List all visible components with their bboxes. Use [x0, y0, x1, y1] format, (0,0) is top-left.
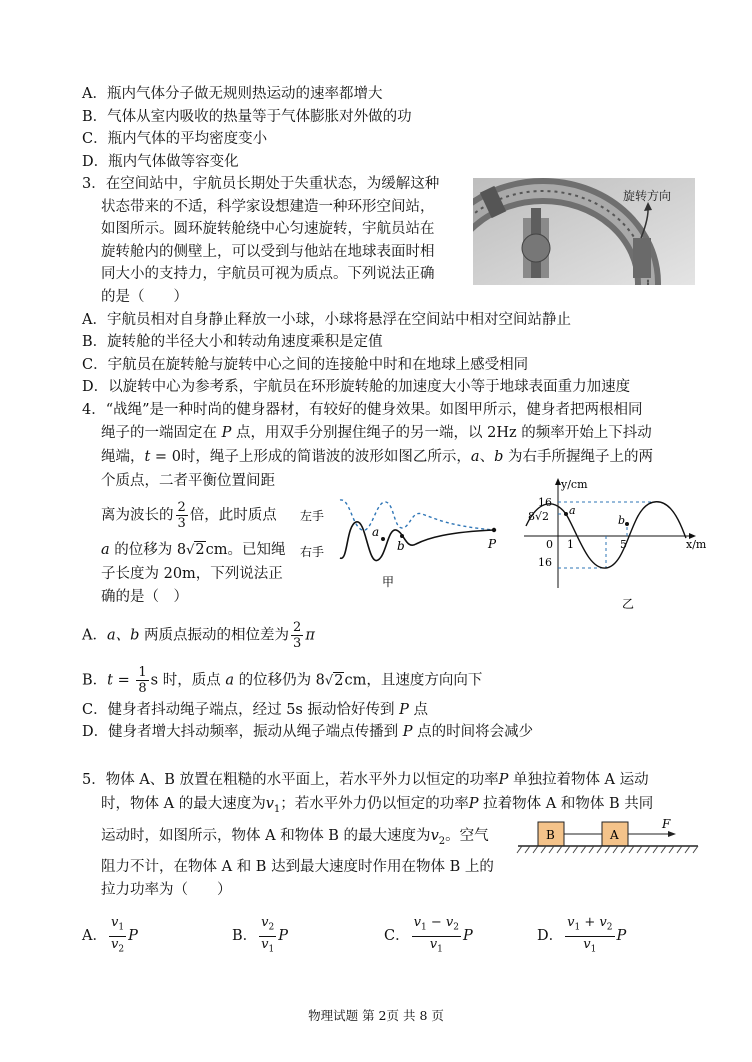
q5-stem-line-2: 时，物体 A 的最大速度为$v_1$；若水平外力仍以恒定的功率P 拉着物体 A 和物体 B 共同: [101, 796, 654, 815]
tick-5: 5: [620, 538, 627, 551]
left-hand-label: 左手: [300, 509, 325, 523]
q5-stem-line-3: 运动时，如图所示，物体 A 和物体 B 的最大速度为$v_2$。空气: [101, 828, 489, 847]
q4-option-d: D．健身者增大抖动频率，振动从绳子端点传播到 P 点的时间将会减少: [82, 724, 534, 740]
block-b-label: B: [546, 828, 555, 842]
q5-stem-line-5: 拉力功率为（ ）: [101, 882, 232, 898]
wave-graph-figure: [514, 476, 712, 612]
fig-yi-caption: 乙: [622, 597, 635, 611]
q3-stem-line-3: 如图所示。圆环旋转舱绕中心匀速旋转，宇航员站在: [101, 221, 435, 237]
q4-stem-line-2: 绳子的一端固定在 P 点，用双手分别握住绳子的另一端，以 2Hz 的频率开始上下抖动: [101, 425, 652, 441]
q4-stem-line-6: a 的位移为 8√2cm。已知绳: [101, 542, 286, 558]
tick-1: 1: [567, 538, 574, 551]
q3-stem-line-6: 的是（ ）: [101, 289, 188, 305]
q4-stem-line-3: 绳端，t = 0时，绳子上形成的简谐波的波形如图乙所示，a、b 为右手所握绳子上的两: [101, 449, 653, 465]
fig-jia-point-a: a: [372, 525, 380, 539]
q3-stem-line-2: 状态带来的不适，科学家设想建造一种环形空间站，: [101, 199, 435, 215]
fig-yi-point-a: a: [569, 504, 576, 517]
q4-stem-line-7: 子长度为 20m，下列说法正: [101, 566, 283, 582]
q4-option-a: A．a、b 两质点振动的相位差为 $\frac{2}{3}$ π: [82, 620, 315, 651]
space-station-photo: [473, 178, 695, 285]
q2-option-c: C．瓶内气体的平均密度变小: [82, 131, 268, 147]
q2-option-d: D．瓶内气体做等容变化: [82, 154, 239, 170]
q3-option-a: A．宇航员相对自身静止释放一小球，小球将悬浮在空间站中相对空间站静止: [82, 312, 571, 328]
tick-16-bottom: 16: [538, 556, 552, 569]
q5-stem-line-4: 阻力不计，在物体 A 和 B 达到最大速度时作用在物体 B 上的: [101, 859, 494, 875]
q4-option-c: C．健身者抖动绳子端点，经过 5s 振动恰好传到 P 点: [82, 702, 428, 718]
fig-jia-point-b: b: [397, 539, 405, 553]
q2-option-a: A．瓶内气体分子做无规则热运动的速率都增大: [82, 86, 383, 102]
rotation-direction-label: 旋转方向: [623, 189, 672, 203]
q4-stem-line-1: 4．“战绳”是一种时尚的健身器材，有较好的健身效果。如图甲所示，健身者把两根相同: [82, 402, 643, 418]
q4-stem-line-5: 离为波长的 $\frac{2}{3}$ 倍，此时质点: [101, 500, 277, 531]
q3-option-d: D．以旋转中心为参考系，宇航员在环形旋转舱的加速度大小等于地球表面重力加速度: [82, 379, 631, 395]
q4-stem-line-4: 个质点，二者平衡位置间距: [101, 473, 275, 489]
page-footer: 物理试题 第 2页 共 8 页: [308, 1008, 444, 1023]
block-a-label: A: [610, 828, 619, 842]
q3-stem-line-5: 同大小的支持力，宇航员可视为质点。下列说法正确: [101, 266, 435, 282]
q5-option-c: C． $\frac{v_1 - v_2}{v_1}$ P: [384, 915, 473, 955]
q5-option-a: A． $\frac{v_1}{v_2}$ P: [82, 915, 138, 955]
q3-stem-line-4: 旋转舱内的侧壁上，可以受到与他站在地球表面时相: [101, 244, 435, 260]
q3-option-c: C．宇航员在旋转舱与旋转中心之间的连接舱中时和在地球上感受相同: [82, 357, 529, 373]
tick-0: 0: [546, 538, 553, 551]
fig-jia-caption: 甲: [382, 575, 395, 588]
q2-option-b: B．气体从室内吸收的热量等于气体膨胀对外做的功: [82, 109, 412, 125]
tick-16-top: 16: [538, 496, 552, 509]
q5-option-d: D． $\frac{v_1 + v_2}{v_1}$ P: [537, 915, 627, 955]
q5-option-b: B． $\frac{v_2}{v_1}$ P: [232, 915, 289, 955]
y-axis-label: y/cm: [561, 478, 588, 491]
right-hand-label: 右手: [300, 545, 325, 559]
q3-option-b: B．旋转舱的半径大小和转动角速度乘积是定值: [82, 334, 383, 350]
q4-option-b: B．t = $\frac{1}{8}$ s 时，质点 a 的位移仍为 8√2cm，且速度方向向下: [82, 665, 483, 696]
tick-8-sqrt2: 8√2: [528, 510, 550, 523]
fig-jia-point-P: P: [488, 537, 497, 551]
x-axis-label: x/m: [686, 538, 707, 551]
q3-stem-line-1: 3．在空间站中，宇航员长期处于失重状态，为缓解这种: [82, 176, 440, 192]
force-label: F: [662, 817, 671, 831]
q5-stem-line-1: 5．物体 A、B 放置在粗糙的水平面上，若水平外力以恒定的功率P 单独拉着物体 A 运动: [82, 772, 649, 788]
fig-yi-point-b: b: [618, 514, 626, 527]
q4-stem-line-8: 确的是（ ）: [101, 589, 188, 605]
battle-rope-figure: [298, 488, 510, 588]
blocks-figure: [516, 812, 702, 860]
